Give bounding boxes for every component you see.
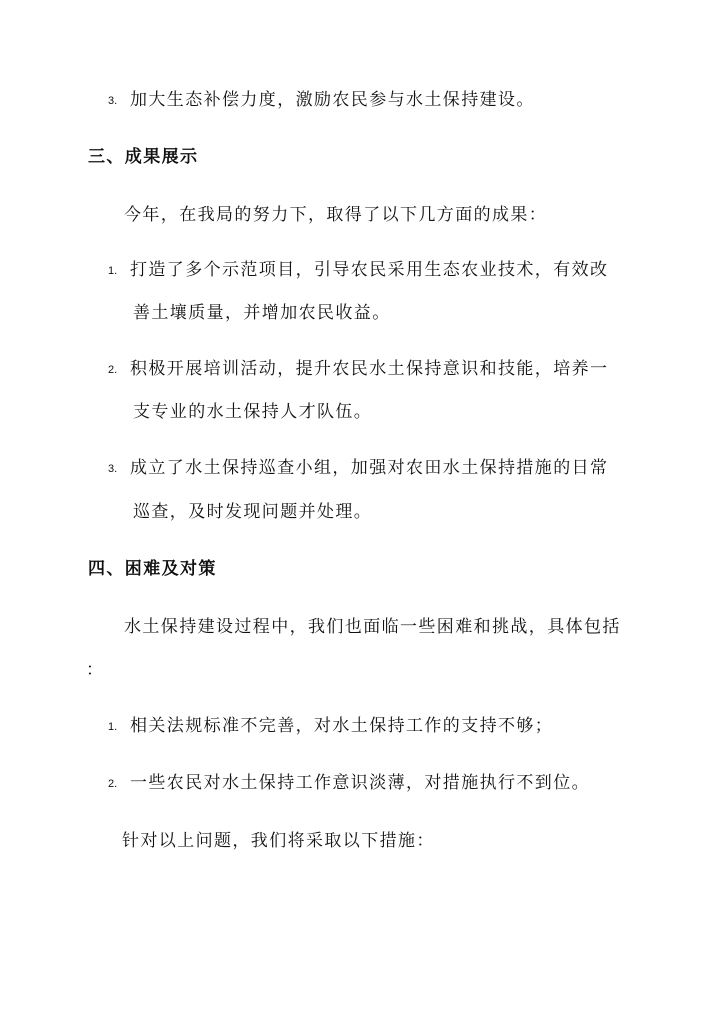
list-number: 2. [108, 778, 118, 790]
list-item-text-continued: 支专业的水土保持人才队伍。 [133, 402, 373, 422]
list-item-text: 相关法规标准不完善，对水土保持工作的支持不够； [130, 716, 554, 736]
list-item-text: 打造了多个示范项目，引导农民采用生态农业技术，有效改 [130, 260, 609, 280]
list-item-text-continued: 巡查，及时发现问题并处理。 [133, 502, 373, 522]
list-number: 3. [108, 463, 118, 475]
paragraph: 针对以上问题，我们将采取以下措施： [122, 831, 435, 851]
list-item-text: 积极开展培训活动，提升农民水土保持意识和技能，培养一 [130, 359, 609, 379]
list-number: 2. [108, 364, 118, 376]
list-number: 3. [108, 95, 118, 107]
list-item-text: 加大生态补偿力度，激励农民参与水土保持建设。 [130, 90, 535, 110]
list-item-text: 成立了水土保持巡查小组，加强对农田水土保持措施的日常 [130, 458, 609, 478]
paragraph: 今年，在我局的努力下，取得了以下几方面的成果： [124, 205, 548, 225]
list-number: 1. [108, 721, 118, 733]
section-heading: 三、成果展示 [88, 147, 199, 167]
list-item-text: 一些农民对水土保持工作意识淡薄，对措施执行不到位。 [130, 773, 590, 793]
list-number: 1. [108, 265, 118, 277]
list-item-text-continued: 善土壤质量，并增加农民收益。 [133, 303, 391, 323]
paragraph: 水土保持建设过程中，我们也面临一些困难和挑战，具体包括 [124, 617, 621, 637]
paragraph-continued: ： [86, 660, 105, 680]
section-heading: 四、困难及对策 [88, 559, 217, 579]
